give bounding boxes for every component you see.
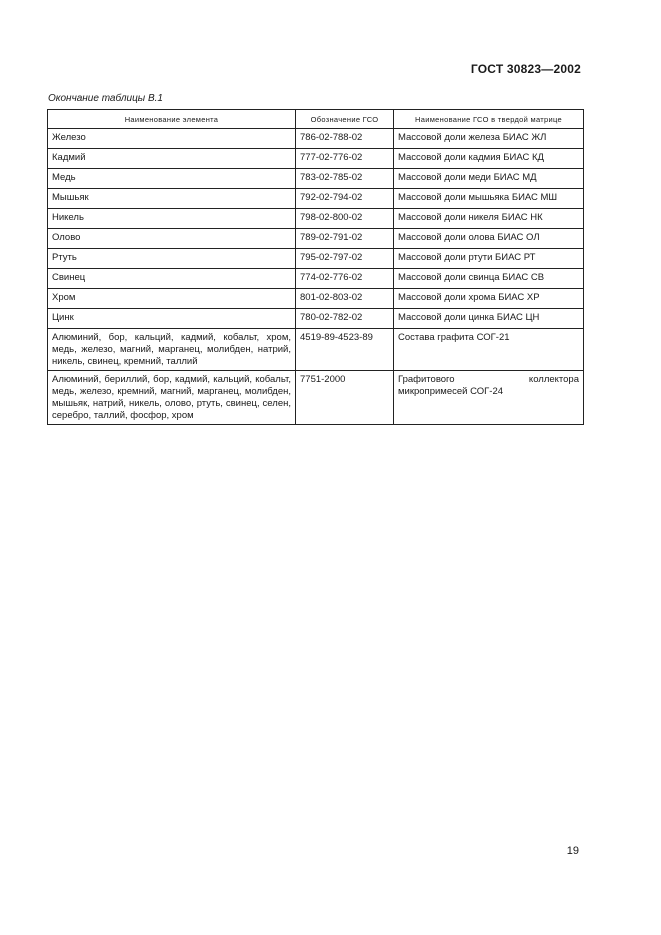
cell-name: Массовой доли кадмия БИАС КД <box>394 149 584 169</box>
table-row <box>48 249 584 269</box>
table-row <box>48 169 584 189</box>
cell-element: Железо <box>48 129 296 149</box>
cell-name: Массовой доли железа БИАС ЖЛ <box>394 129 584 149</box>
cell-code: 783-02-785-02 <box>296 169 394 189</box>
cell-element: Ртуть <box>48 249 296 269</box>
column-header-code: Обозначение ГСО <box>296 110 394 129</box>
cell-code: 777-02-776-02 <box>296 149 394 169</box>
table-row <box>48 129 584 149</box>
column-header-name: Наименование ГСО в твердой матрице <box>394 110 584 129</box>
cell-element: Алюминий, бериллий, бор, кадмий, кальций, кобальт, медь, железо, кремний, магний, марганец, молибден, мышьяк, натрий, никель, олово, ртуть, свинец, селен, серебро, таллий, фосфор, хром <box>48 371 296 425</box>
cell-code: 4519-89-4523-89 <box>296 329 394 371</box>
document-code: ГОСТ 30823—2002 <box>470 62 581 76</box>
table-row <box>48 229 584 249</box>
cell-name: Состава графита СОГ-21 <box>394 329 584 371</box>
cell-name: Массовой доли никеля БИАС НК <box>394 209 584 229</box>
cell-element: Кадмий <box>48 149 296 169</box>
table-header-row <box>48 110 584 129</box>
cell-element: Никель <box>48 209 296 229</box>
cell-name: Графитового коллектора микропримесей СОГ-24 <box>394 371 584 425</box>
cell-name: Массовой доли олова БИАС ОЛ <box>394 229 584 249</box>
cell-code: 789-02-791-02 <box>296 229 394 249</box>
cell-element: Олово <box>48 229 296 249</box>
table-row <box>48 209 584 229</box>
table-row <box>48 309 584 329</box>
table-row <box>48 269 584 289</box>
cell-name: Массовой доли меди БИАС МД <box>394 169 584 189</box>
cell-code: 798-02-800-02 <box>296 209 394 229</box>
cell-name: Массовой доли цинка БИАС ЦН <box>394 309 584 329</box>
column-header-element: Наименование элемента <box>48 110 296 129</box>
cell-name: Массовой доли мышьяка БИАС МШ <box>394 189 584 209</box>
cell-code: 786-02-788-02 <box>296 129 394 149</box>
cell-code: 795-02-797-02 <box>296 249 394 269</box>
cell-element: Хром <box>48 289 296 309</box>
table-row <box>48 149 584 169</box>
table-caption: Окончание таблицы В.1 <box>48 93 163 104</box>
cell-name: Массовой доли ртути БИАС РТ <box>394 249 584 269</box>
reference-materials-table <box>47 109 584 425</box>
cell-element: Алюминий, бор, кальций, кадмий, кобальт, хром, медь, железо, магний, марганец, молибден, натрий, никель, свинец, кремний, таллий <box>48 329 296 371</box>
cell-name: Массовой доли свинца БИАС СВ <box>394 269 584 289</box>
table-row <box>48 289 584 309</box>
table-row <box>48 329 584 371</box>
table-row <box>48 371 584 425</box>
cell-code: 780-02-782-02 <box>296 309 394 329</box>
page-number: 19 <box>566 845 579 857</box>
cell-name: Массовой доли хрома БИАС ХР <box>394 289 584 309</box>
cell-code: 801-02-803-02 <box>296 289 394 309</box>
cell-element: Медь <box>48 169 296 189</box>
table-row <box>48 189 584 209</box>
cell-element: Цинк <box>48 309 296 329</box>
cell-code: 792-02-794-02 <box>296 189 394 209</box>
cell-code: 774-02-776-02 <box>296 269 394 289</box>
cell-element: Мышьяк <box>48 189 296 209</box>
cell-code: 7751-2000 <box>296 371 394 425</box>
cell-element: Свинец <box>48 269 296 289</box>
